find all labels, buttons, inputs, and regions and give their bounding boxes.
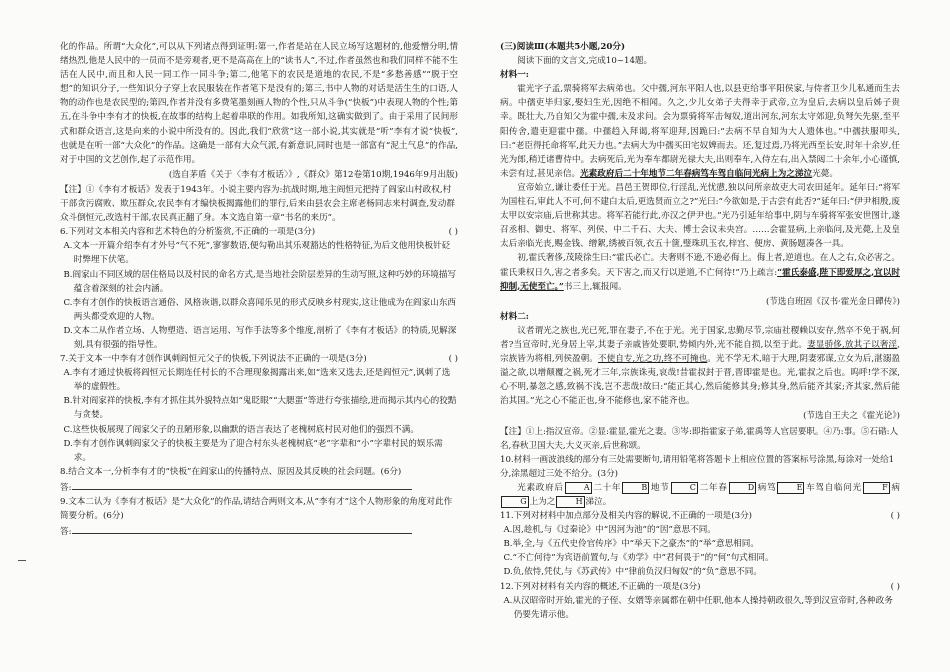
underlined-quote: “霍氏泰盛,陛下即爱厚之,宜以时抑制,无使至亡。” <box>500 267 900 292</box>
break-option-c[interactable]: C <box>671 482 698 494</box>
break-option-e[interactable]: E <box>777 482 804 494</box>
seq-text: 车驾自临问光 <box>805 482 862 493</box>
q6-option-c[interactable]: C.李有才创作的快板语言通俗、风格诙谐,以群众喜闻乐见的形式反映乡村现实,这让他成为在阎家山东西两头都受欢迎的人物。 <box>63 297 457 322</box>
q9-answer-area[interactable] <box>60 523 458 539</box>
answer-paren[interactable]: ( ) <box>890 511 900 522</box>
section-heading: (三)阅读Ⅲ(本题共5小题,20分) <box>500 42 626 52</box>
seq-text: 光素政府后 <box>517 482 564 493</box>
q8-answer-area[interactable] <box>60 479 458 495</box>
answer-line[interactable] <box>72 523 412 534</box>
passage-source: (选自茅盾《关于〈李有才板话〉》,《群众》第12卷第10期,1946年9月出版) <box>168 169 458 180</box>
question-12-text: 12.下列对材料有关内容的概述,不正确的一项是(3分) <box>500 581 701 592</box>
seq-text: 上为之 <box>529 497 556 507</box>
material-1-para-2: 宣帝始立,谦让委任于光。昌邑王贺即位,行淫乱,光忧懑,独以问所亲故吏大司农田延年。延年曰:“将军为国柱石,审此人不可,何不建白太后,更选贤而立之?”光曰:“今欲如是,于古尝有此否?”延年曰:“伊尹相殷,废太甲以安宗庙,后世称其忠。将军若能行此,亦汉之伊尹也。”光乃引延年给事中,阴与车骑将军张安世图计,遂召丞相、御史、将军、列侯、中二千石、大夫、博士会议未央宫。……会霍显病,上亲临问,及光薨,上及皇太后亲临光丧,赐金钱、缯絮,绣被百领,衣五十箧,璧珠玑玉衣,梓宫、便房、黄肠题凑各一具。 <box>500 182 900 250</box>
break-option-a[interactable]: A <box>565 482 592 494</box>
answer-paren[interactable]: ( ) <box>448 227 458 238</box>
text-span: 初,霍氏奢侈,茂陵徐生曰:“霍氏必亡。夫奢则不逊,不逊必侮上。侮上者,逆道也。在人之右,众必害之。霍氏秉权日久,害之者多矣。天下害之,而又行以逆道,不亡何待!”乃上疏言: <box>500 253 900 278</box>
material-1-para-1 <box>500 82 900 181</box>
answer-label: 答: <box>60 482 72 493</box>
question-8: 8.结合文本一,分析李有才的“快板”在阎家山的传播特点、原因及其反映的社会问题。(6分) <box>60 466 402 477</box>
text-span: 光薨。 <box>812 168 838 179</box>
question-11-text: 11.下列对材料中加点部分及相关内容的解说,不正确的一项是(3分) <box>500 511 753 522</box>
seq-text: 二十年 <box>592 482 622 493</box>
break-option-b[interactable]: B <box>622 482 649 494</box>
break-option-f[interactable]: F <box>863 482 890 494</box>
q7-option-d[interactable]: D.李有才创作讽刺阎家父子的快板主要是为了迎合村东头老槐树底“老”字辈和“小”字辈村民的娱乐需求。 <box>63 438 443 463</box>
break-option-g[interactable]: G <box>501 496 529 508</box>
q11-option-c[interactable]: C.“不亡何待”为宾语前置句,与《劝学》中“君何畏于”的“何”句式相同。 <box>503 553 774 564</box>
material-2-title: 材料二: <box>500 311 529 322</box>
seq-text: 地节 <box>650 482 670 493</box>
q6-option-a[interactable]: A.文本一开篇介绍李有才外号“气不死”,寥寥数语,便勾勒出其乐观豁达的性格特征,为后文他用快板针砭时弊埋下伏笔。 <box>63 241 451 266</box>
seq-text: 病笃 <box>757 482 777 493</box>
q11-option-d[interactable]: D.负,依恃,凭仗,与《苏武传》中“律前负汉归匈奴”的“负”意思不同。 <box>503 567 762 578</box>
question-6-text: 6.下列对文本相关内容和艺术特色的分析鉴赏,不正确的一项是(3分) <box>60 227 316 238</box>
q12-option-a[interactable]: A.从汉昭帝时开始,霍光的子侄、女婿等亲属都在朝中任职,他本人操持朝政很久,等到汉宣帝时,各种政务仍要先请示他。 <box>503 595 893 620</box>
question-6 <box>60 225 458 239</box>
q10-break-sequence <box>500 481 900 509</box>
break-option-h[interactable]: H <box>556 496 584 508</box>
material-1-title: 材料一: <box>500 70 529 81</box>
left-column <box>60 40 458 658</box>
underlined-phrase: 不使自专,光之功,终不可掩也 <box>597 354 708 365</box>
question-10: 10.材料一画波浪线的部分有三处需要断句,请用铅笔将答题卡上相应位置的答案标号涂黑,每涂对一处给1分,涂黑超过三处不给分。(3分) <box>500 454 895 479</box>
question-7 <box>60 352 458 366</box>
material-2-source: (节选自王夫之《霍光论》) <box>803 411 900 422</box>
answer-label: 答: <box>60 527 72 538</box>
answer-line[interactable] <box>72 479 412 490</box>
question-12 <box>500 580 900 594</box>
passage-text: 化的作品。所谓“大众化”,可以从下列诸点得到证明:第一,作者是站在人民立场写这题材的,他爱憎分明,情绪热烈,他是人民中的一员而不是旁观者,更不是高高在上的“读书人”,不过,作者虽然也和我们同样不能不生活在人民中,而且和人民一同工作一同斗争;第二,他笔下的农民是道地的农民,不是“多愁善感”“脱于空想”的知识分子,一些知识分子穿上农民服装在作者笔下是没有的;第三,书中人物的对话是活生生的口语,人物的动作也是农民型的;第四,作者并没有多费笔墨刻画人物的个性,只从斗争(“快板”)中表现人物的个性;第五,在斗争中李有才的快板,在故事的结构上起着串联的作用。如我所知,这确实做到了。由于采用了民间形式和群众语言,这是向来的小说中所没有的。因此,我们“欣赏”这一部小说,其实就是“听”李有才说“快板”,也就是在听一部“大众化”的作品。这确是一部有大众气派,有新意识,同时也是一部富有“泥土气息”的作品,对于中国的文艺创作,起了示范作用。 <box>60 42 458 165</box>
q6-option-d[interactable]: D.文本二从作者立场、人物塑造、语言运用、写作手法等多个维度,剖析了《李有才板话》的特质,见解深刻,具有很强的指导性。 <box>63 325 457 350</box>
q7-option-c[interactable]: C.这些快板展现了阎家父子的丑陋形象,以幽默的语言表达了老槐树底村民对他们的强烈不满。 <box>63 424 419 435</box>
question-7-text: 7.关于文本一中李有才创作讽刺阎恒元父子的快板,下列说法不正确的一项是(3分) <box>60 354 367 365</box>
seq-text: 二年春 <box>698 482 728 493</box>
q6-option-b[interactable]: B.阎家山不同区域的居住格局以及村民的命名方式,是当地社会阶层差异的生动写照,这种巧妙的环境描写蕴含着深刻的社会内涵。 <box>63 269 457 294</box>
text-span: 议者谓光之族也,光已死,罪在妻子,不在于光。光于国家,忠勤尽节,宗庙社稷赖以安存,然卒不免于祸,何者?当宣帝时,光身居上宰,其妻子亲戚皆处要职,势倾内外,光不能自损,以至于此。 <box>500 325 900 350</box>
answer-paren[interactable]: ( ) <box>448 354 458 365</box>
binding-mark <box>18 560 26 561</box>
q7-option-a[interactable]: A.李有才通过快板将阎恒元长期连任村长的不合理现象揭露出来,如“选来又选去,还是阎恒元”,讽刺了选举的虚假性。 <box>63 368 451 393</box>
answer-paren[interactable]: ( ) <box>890 581 900 592</box>
question-11 <box>500 509 900 523</box>
text-span: 。光不学无术,暗于大理,阴妻邪谋,立女为后,湛溺盈溢之欲,以增颠覆之祸,死才三年,宗族诛夷,哀哉!昔霍叔封于晋,晋即霍是也。光,霍叔之后也。呜呼!学不深,心不明,暴忽之感,致祸不浅,岂不悲哉!故曰:“能正其心,然后能修其身;修其身,然后能齐其家;齐其家,然后能治其国。”光之心不能正也,身不能修也,家不能齐也。 <box>500 354 900 407</box>
wavy-underline-sentence: 光素政府后二十年地节二年春病笃车驾自临问光病上为之涕泣 <box>580 168 813 179</box>
text-span: ,宗族皆为将相,列侯盈朝。 <box>500 339 900 365</box>
seq-text: 病 <box>890 482 900 493</box>
annotation-note: 【注】①《李有才板话》发表于1943年。小说主要内容为:抗战时期,地主阎恒元把持了阎家山村政权,村干部贪污腐败、欺压群众,农民李有才编快板揭露他们的罪行,后来由县农会主席老杨同志来村调查,发动群众斗倒恒元,改选村干部,农民真正翻了身。本文选自第一章“书名的来历”。 <box>60 184 455 224</box>
right-column <box>500 40 900 658</box>
material-2-para-1 <box>500 324 900 409</box>
underlined-phrase: 妻显骄侈,放其子以奢淫 <box>807 339 898 350</box>
text-span: 书三上,辄报闻。 <box>563 281 627 292</box>
q7-option-b[interactable]: B.针对阎家祥的快板,李有才抓住其外貌特点如“鬼眨眼”“大腮蛋”等进行夸张描绘,进而揭示其内心的狡黠与贪婪。 <box>63 396 457 421</box>
break-option-d[interactable]: D <box>729 482 757 494</box>
material-1-para-3 <box>500 251 900 293</box>
seq-text: 涕泣。 <box>585 497 612 507</box>
annotation-note: 【注】①上:指汉宣帝。②显:霍显,霍光之妻。③岑:即指霍家子弟,霍禹等人官居要职。④乃:事。⑤石碏:人名,春秋卫国大夫,大义灭亲,后世称颂。 <box>500 426 899 451</box>
material-1-source: (节选自班固《汉书·霍光金日磾传》) <box>765 296 900 307</box>
q11-option-a[interactable]: A.因,趁机,与《过秦论》中“因河为池”的“因”意思不同。 <box>503 525 716 536</box>
section-instruction: 阅读下面的文言文,完成10~14题。 <box>517 56 653 67</box>
question-9: 9.文本二认为《李有才板话》是“大众化”的作品,请结合两则文本,从“李有才”这个人物形象的角度对此作简要分析。(6分) <box>60 497 453 522</box>
q11-option-b[interactable]: B.举,全,与《五代史伶官传序》中“举天下之豪杰”的“举”意思相同。 <box>503 539 759 550</box>
text-span: 霍光字子孟,票骑将军去病弟也。父中孺,河东平阳人也,以县吏给事平阳侯家,与侍者卫少儿私通而生去病。中孺吏毕归家,娶妇生光,因绝不相闻。久之,少儿女弟子夫得幸于武帝,立为皇后,去病以皇后姊子贵幸。既壮大,乃自知父为霍中孺,未及求问。会为票骑将军击匈奴,道出河东,河东太守郊迎,负弩矢先驱,至平阳传舍,遣吏迎霍中孺。中孺趋入拜谒,将军迎拜,因跪曰:“去病不早自知为大人遗体也。”中孺扶服叩头,曰:“老臣得托命将军,此天力也。”去病大为中孺买田宅奴婢而去。还,复过焉,乃将光西至长安,时年十余岁,任光为郎,稍迁诸曹侍中。去病死后,光为奉车都尉光禄大夫,出则奉车,入侍左右,出入禁闼二十余年,小心谨慎,未尝有过,甚见亲信。 <box>500 84 900 179</box>
